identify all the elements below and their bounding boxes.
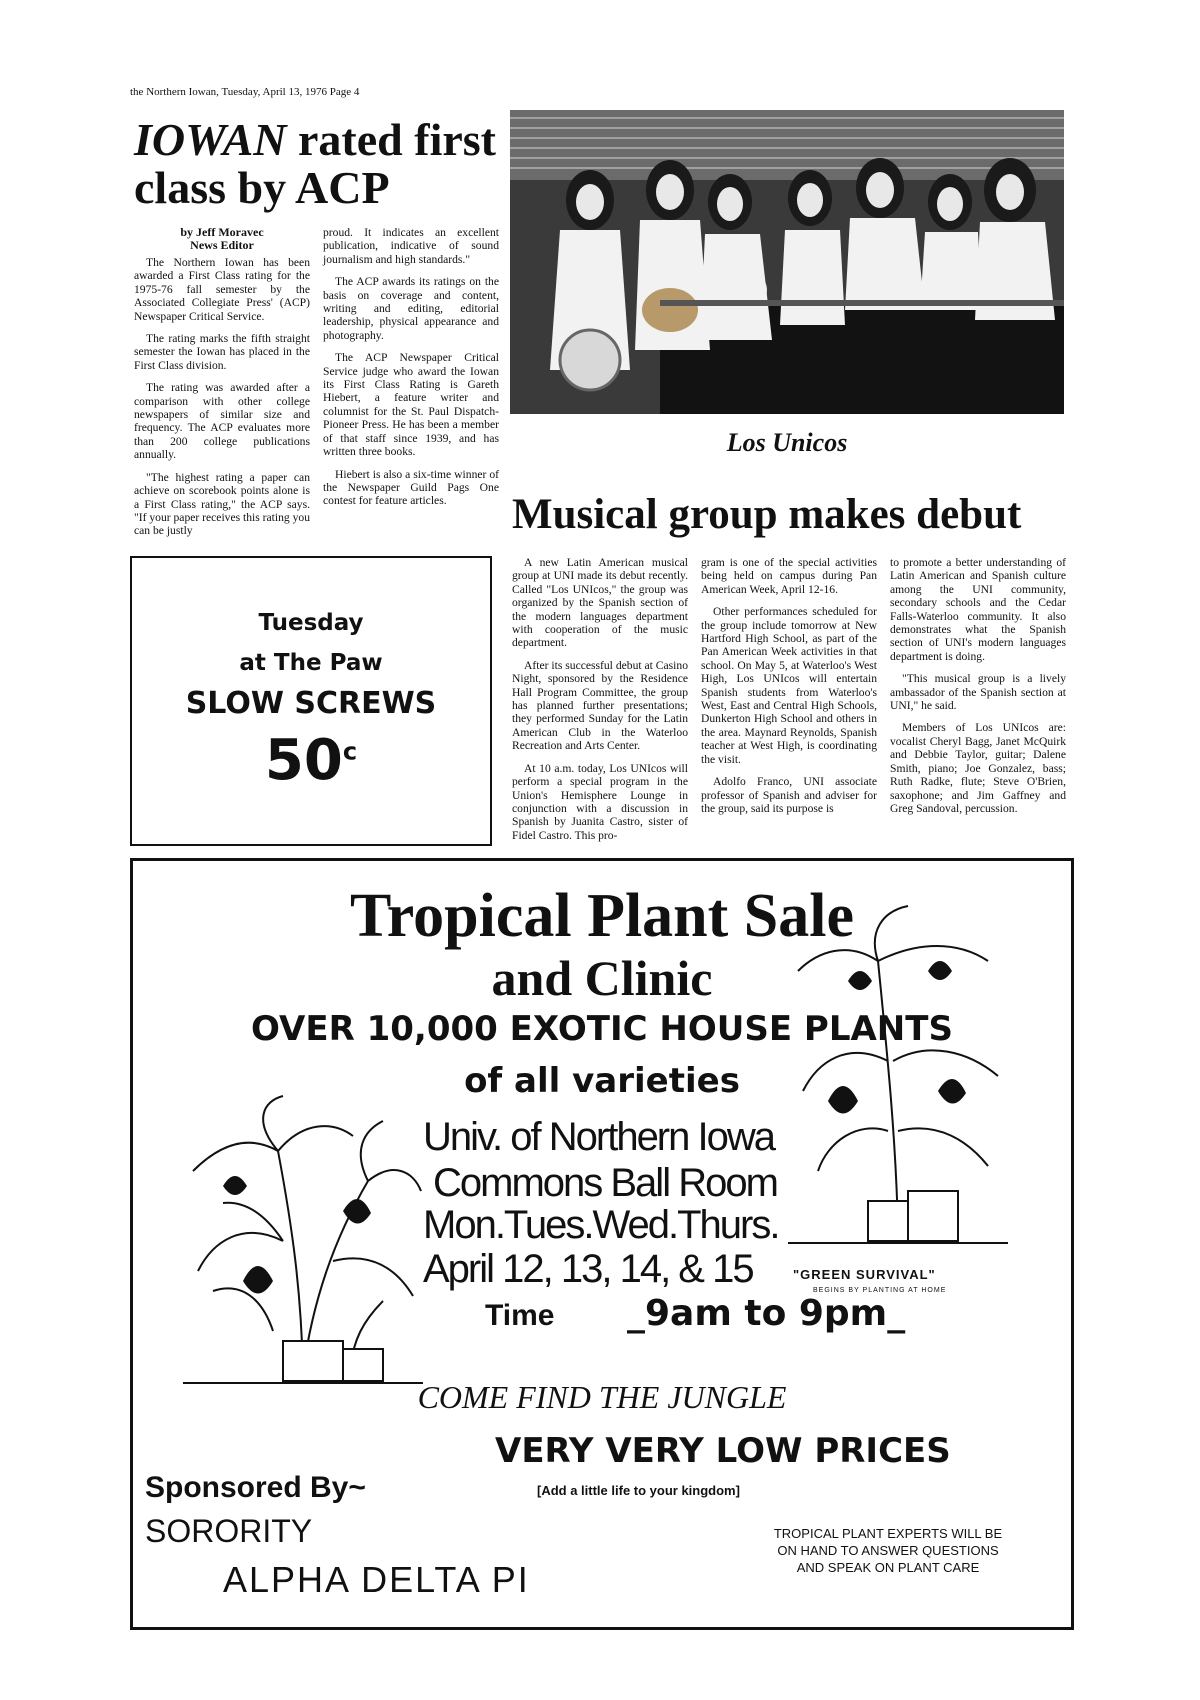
- ad-time-label: Time: [485, 1299, 555, 1332]
- paragraph: gram is one of the special activities being held on campus during Pan American Week, April 12-16.: [701, 556, 877, 596]
- paragraph: A new Latin American musical group at UNI made its debut recently. Called "Los UNIcos," the group was organized by the Spanish section of the modern languages department with cooperation of the music department.: [512, 556, 688, 650]
- ad-experts-line: AND SPEAK ON PLANT CARE: [796, 1560, 980, 1575]
- photo-caption: Los Unicos: [726, 428, 848, 457]
- paragraph: Hiebert is also a six-time winner of the Newspaper Guild Pags One contest for feature articles.: [323, 467, 499, 508]
- ad-green-survival: "GREEN SURVIVAL": [793, 1267, 936, 1282]
- ad-green-survival-subline: BEGINS BY PLANTING AT HOME: [813, 1287, 947, 1294]
- iowan-headline: [134, 116, 514, 212]
- paragraph: The ACP Newspaper Critical Service judge who award the Iowan its First Class Rating is Gareth Hiebert, a feature writer and columnist for the St. Paul Dispatch-Pioneer Press. He has been a member of that staff since 1939, and has written three books.: [323, 351, 499, 459]
- iowan-headline-italic: IOWAN: [134, 114, 287, 165]
- paw-ad-band: SLOW SCREWS: [185, 686, 437, 721]
- musical-column-2: [701, 556, 877, 824]
- ad-venue-room: Commons Ball Room: [433, 1161, 777, 1205]
- iowan-column-1: [134, 226, 310, 547]
- byline-title: News Editor: [190, 238, 254, 252]
- paragraph: Adolfo Franco, UNI associate professor of Spanish and adviser for the group, said its purpose is: [701, 775, 877, 815]
- paragraph: "This musical group is a lively ambassador of the Spanish section at UNI," he said.: [890, 672, 1066, 713]
- paragraph: The rating was awarded after a comparison with other college newspapers of similar size and frequency. The ACP evaluates more than 200 college publications annually.: [134, 381, 310, 462]
- paragraph: to promote a better understanding of Latin American and Spanish culture among the UNI community, secondary schools and the Cedar Falls-Waterloo community. It also demonstrates what the Spanish section of UNI's modern languages department is doing.: [890, 556, 1066, 663]
- plant-sale-advertisement: [130, 858, 1074, 1630]
- paragraph: The rating marks the fifth straight semester the Iowan has placed in the First Class division.: [134, 332, 310, 372]
- ad-sponsor-label: Sponsored By~: [145, 1471, 366, 1504]
- ad-time-value: _9am to 9pm_: [627, 1293, 906, 1334]
- ad-sponsor-sorority: SORORITY: [145, 1513, 313, 1549]
- musical-column-1: [512, 556, 688, 851]
- ad-experts-note: [763, 1525, 1013, 1576]
- iowan-column-2: [323, 226, 499, 517]
- ad-sponsor-chapter: ALPHA DELTA PI: [223, 1559, 530, 1600]
- paw-ad-price-value: 50: [264, 728, 343, 793]
- ad-venue-days: Mon.Tues.Wed.Thurs.: [423, 1203, 779, 1247]
- ad-varieties: of all varieties: [464, 1061, 740, 1101]
- ad-plant-count: OVER 10,000 EXOTIC HOUSE PLANTS: [251, 1009, 953, 1049]
- ad-subtitle: and Clinic: [491, 950, 713, 1006]
- paragraph: Members of Los UNIcos are: vocalist Cheryl Bagg, Janet McQuirk and Debbie Taylor, guitar; Dalene Smith, piano; Joe Gonzalez, bass; Ruth Radke, flute; Steve O'Brien, saxophone; and Jim Gaffney and Greg Sandoval, percussion.: [890, 721, 1066, 815]
- byline-name: by Jeff Moravec: [180, 225, 264, 239]
- ad-jungle-line: COME FIND THE JUNGLE: [417, 1379, 787, 1415]
- paragraph: Other performances scheduled for the group include tomorrow at New Hartford High School, as part of the Pan American Week activities in that school. On May 5, at Waterloo's West High, Los UNIcos will entertain Spanish students from Waterloo's West, East and Central High Schools, Dunkerton High School and others in the area. Maynard Reynolds, Spanish teacher at West High, is coordinating the visit.: [701, 605, 877, 766]
- ad-title: Tropical Plant Sale: [349, 882, 855, 950]
- left-plant-illustration: [183, 1091, 423, 1391]
- paw-advertisement: [130, 556, 492, 846]
- page-folio: the Northern Iowan, Tuesday, April 13, 1976 Page 4: [130, 86, 360, 98]
- paragraph: "The highest rating a paper can achieve on scorebook points alone is a First Class rating," the ACP says. "If your paper receives this rating you can be justly: [134, 470, 311, 538]
- ad-tagline: [Add a little life to your kingdom]: [537, 1483, 740, 1498]
- band-photo: [510, 110, 1064, 414]
- paragraph: The Northern Iowan has been awarded a First Class rating for the 1975-76 fall semester by the Associated Collegiate Press' (ACP) Newspaper Critical Service.: [134, 256, 310, 323]
- paragraph: After its successful debut at Casino Night, sponsored by the Residence Hall Program Committee, the group has planned further presentations; they performed Sunday for the Latin American Club in the Waterloo Recreation and Arts Center.: [512, 658, 688, 753]
- ad-venue-dates: April 12, 13, 14, & 15: [423, 1247, 753, 1291]
- ad-prices: VERY VERY LOW PRICES: [495, 1431, 951, 1471]
- musical-column-3: [890, 556, 1066, 824]
- paragraph: At 10 a.m. today, Los UNIcos will perform a special program in the Union's Hemisphere Lounge in conjunction with a discussion in Spanish by Juanita Castro, sister of Fidel Castro. This pro-: [512, 761, 688, 842]
- musical-headline: Musical group makes debut: [512, 491, 1022, 538]
- paw-ad-price-unit: c: [342, 737, 358, 766]
- paragraph: The ACP awards its ratings on the basis on coverage and content, writing and editing, editorial leadership, physical appearance and photography.: [323, 275, 499, 342]
- ad-experts-line: TROPICAL PLANT EXPERTS WILL BE: [773, 1526, 1003, 1541]
- ad-venue-university: Univ. of Northern Iowa: [423, 1115, 774, 1159]
- band-photo-illustration: [510, 110, 1064, 414]
- iowan-headline-rest: rated first class by ACP: [134, 114, 496, 213]
- paragraph: proud. It indicates an excellent publication, indicative of sound journalism and high standards.": [323, 226, 499, 266]
- right-plant-illustration: [788, 901, 1008, 1261]
- ad-experts-line: ON HAND TO ANSWER QUESTIONS: [777, 1543, 999, 1558]
- paw-ad-price: [132, 728, 490, 793]
- paw-ad-venue: at The Paw: [239, 650, 383, 676]
- paw-ad-day: Tuesday: [258, 610, 364, 636]
